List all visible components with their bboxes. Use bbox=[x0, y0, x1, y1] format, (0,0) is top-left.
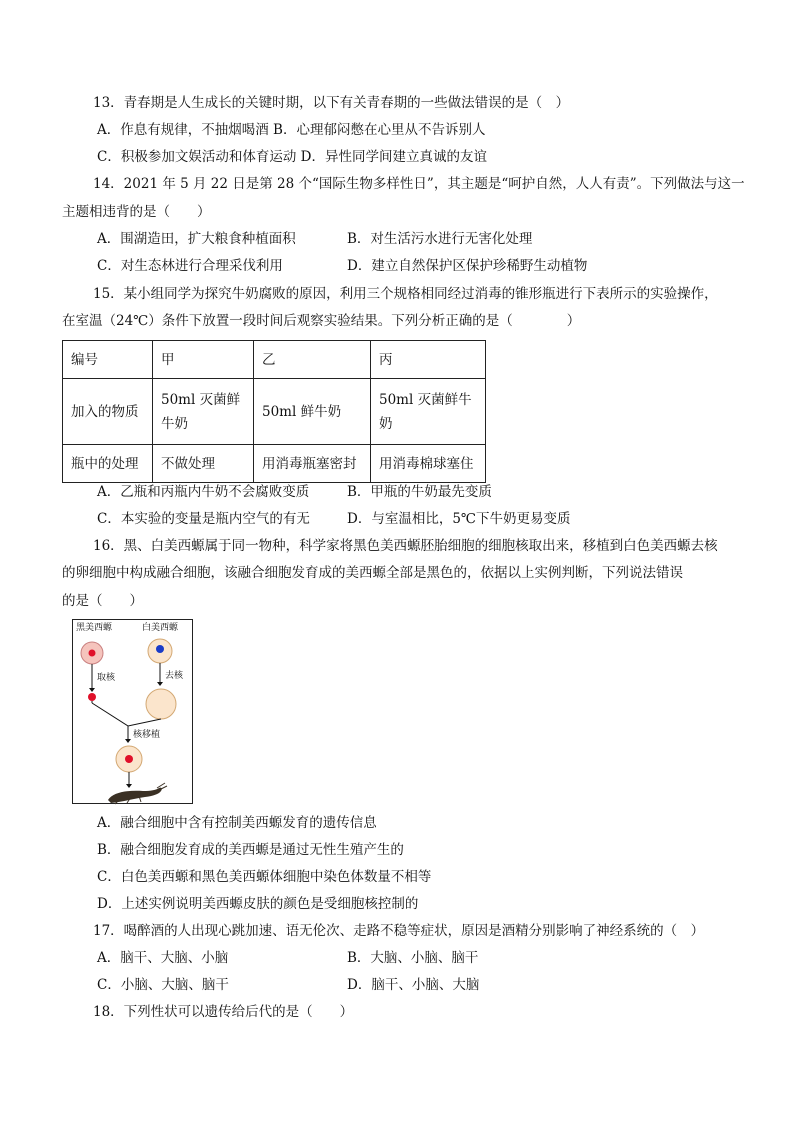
table-cell: 丙 bbox=[371, 341, 486, 379]
q14-stem-line1: 14．2021 年 5 月 22 日是第 28 个“国际生物多样性日”，其主题是“呵护自然，人人有责”。下列做法与这一 bbox=[93, 176, 745, 192]
arrow-down-icon bbox=[89, 688, 95, 692]
q15-stem-line1: 15．某小组同学为探究牛奶腐败的原因，利用三个规格相同经过消毒的锥形瓶进行下表所示的实验操作， bbox=[93, 286, 718, 302]
q16-option-b: B．融合细胞发育成的美西螈是通过无性生殖产生的 bbox=[97, 842, 404, 858]
black-nucleus-icon bbox=[89, 650, 96, 657]
q17-stem: 17．喝醉酒的人出现心跳加速、语无伦次、走路不稳等症状，原因是酒精分别影响了神经系统的（ ） bbox=[93, 923, 705, 939]
arrow-down-icon bbox=[126, 784, 132, 788]
q16-option-d: D．上述实例说明美西螈皮肤的颜色是受细胞核控制的 bbox=[97, 896, 419, 912]
enucleated-cell-icon bbox=[146, 689, 176, 719]
q14-option-c: C．对生态林进行合理采伐利用 bbox=[97, 258, 283, 274]
nuclear-transplant-figure bbox=[72, 619, 193, 804]
q16-stem-line2: 的卵细胞中构成融合细胞，该融合细胞发育成的美西螈全部是黑色的，依据以上实例判断，下列说法错误 bbox=[62, 565, 683, 581]
white-nucleus-icon bbox=[156, 645, 164, 653]
q14-option-b: B．对生活污水进行无害化处理 bbox=[347, 231, 533, 247]
table-cell: 瓶中的处理 bbox=[63, 445, 153, 483]
q15-option-a: A．乙瓶和丙瓶内牛奶不会腐败变质 bbox=[97, 484, 310, 500]
q15-experiment-table bbox=[62, 340, 486, 483]
take-nucleus-label: 取核 bbox=[97, 672, 116, 682]
q17-option-c: C．小脑、大脑、脑干 bbox=[97, 977, 229, 993]
q17-option-b: B．大脑、小脑、脑干 bbox=[347, 950, 479, 966]
q14-stem-line2: 主题相违背的是（ ） bbox=[62, 204, 211, 220]
remove-nucleus-label: 去核 bbox=[165, 670, 184, 680]
q18-stem: 18．下列性状可以遗传给后代的是（ ） bbox=[93, 1004, 354, 1020]
black-axolotl-label: 黑美西螈 bbox=[76, 622, 113, 632]
q15-option-d: D．与室温相比，5℃下牛奶更易变质 bbox=[347, 511, 571, 527]
table-cell: 乙 bbox=[254, 341, 371, 379]
q13-stem: 13．青春期是人生成长的关键时期，以下有关青春期的一些做法错误的是（ ） bbox=[93, 95, 570, 111]
table-cell: 用消毒棉球塞住 bbox=[371, 445, 486, 483]
arrow-down-icon bbox=[157, 682, 163, 686]
table-cell: 50ml 灭菌鲜牛奶 bbox=[371, 379, 486, 445]
arrow-down-icon bbox=[125, 739, 131, 743]
q16-option-a: A．融合细胞中含有控制美西螈发育的遗传信息 bbox=[97, 815, 377, 831]
q15-option-c: C．本实验的变量是瓶内空气的有无 bbox=[97, 511, 310, 527]
table-cell: 50ml 灭菌鲜牛奶 bbox=[153, 379, 254, 445]
q14-option-a: A．围湖造田，扩大粮食种植面积 bbox=[97, 231, 296, 247]
table-cell: 甲 bbox=[153, 341, 254, 379]
q17-option-d: D．脑干、小脑、大脑 bbox=[347, 977, 480, 993]
table-cell: 用消毒瓶塞密封 bbox=[254, 445, 371, 483]
q14-option-d: D．建立自然保护区保护珍稀野生动植物 bbox=[347, 258, 588, 274]
q16-stem-line1: 16．黑、白美西螈属于同一物种，科学家将黑色美西螈胚胎细胞的细胞核取出来，移植到白色美西螈去核 bbox=[93, 538, 718, 554]
q13-options-cd: C．积极参加文娱活动和体育运动 D．异性同学间建立真诚的友谊 bbox=[97, 149, 487, 165]
table-header-row bbox=[63, 341, 486, 379]
nucleus-icon bbox=[125, 755, 133, 763]
q17-option-a: A．脑干、大脑、小脑 bbox=[97, 950, 229, 966]
q16-option-c: C．白色美西螈和黑色美西螈体细胞中染色体数量不相等 bbox=[97, 869, 432, 885]
table-cell: 50ml 鲜牛奶 bbox=[254, 379, 371, 445]
q13-options-ab: A．作息有规律，不抽烟喝酒 B．心理郁闷憋在心里从不告诉别人 bbox=[97, 122, 486, 138]
table-cell: 加入的物质 bbox=[63, 379, 153, 445]
axolotl-icon bbox=[108, 783, 167, 804]
nucleus-icon bbox=[88, 693, 96, 701]
white-axolotl-label: 白美西螈 bbox=[142, 622, 179, 632]
table-row bbox=[63, 379, 486, 445]
table-row bbox=[63, 445, 486, 483]
transplant-label: 核移植 bbox=[133, 729, 161, 739]
q15-stem-line2: 在室温（24℃）条件下放置一段时间后观察实验结果。下列分析正确的是（ ） bbox=[62, 313, 581, 329]
q16-stem-line3: 的是（ ） bbox=[62, 593, 143, 609]
table-cell: 编号 bbox=[63, 341, 153, 379]
table-cell: 不做处理 bbox=[153, 445, 254, 483]
q15-option-b: B．甲瓶的牛奶最先变质 bbox=[347, 484, 492, 500]
